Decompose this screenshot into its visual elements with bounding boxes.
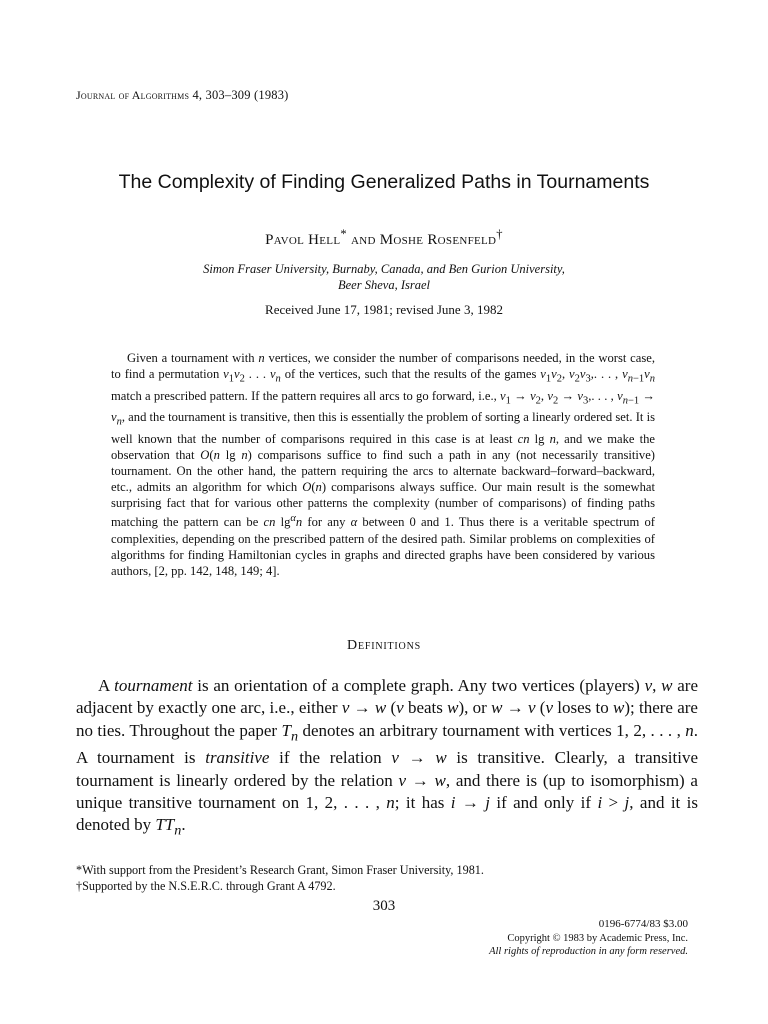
footnotes — [76, 862, 696, 894]
journal-header — [76, 88, 289, 103]
definitions-paragraph: A tournament is an orientation of a complete graph. Any two vertices (players) v, w are adjacent by exactly one arc, i.e., either v → w (v beats w), or w → v (v loses to w); there are no ties. Throughout the paper $T_n$ denotes an arbitrary tournament with vertices 1, 2, . . . , n. A tournament is transitive if the relation v → w is transitive. Clearly, a transitive tournament is linearly ordered by the relation v → w, and there is (up to isomorphism) a unique transitive tournament on 1, 2, . . . , n; it has i → j if and only if i > j, and it is denoted by $TT_n$. — [76, 676, 699, 839]
affiliation — [120, 261, 648, 293]
affiliation-line-2: Beer Sheva, Israel — [338, 278, 430, 292]
publisher-code: 0196-6774/83 $3.00 — [598, 918, 688, 930]
received-dates: Received June 17, 1981; revised June 3, 1982 — [265, 302, 503, 317]
author-rosenfeld-footnote-mark: † — [496, 227, 503, 241]
page-number: 303 — [372, 898, 396, 914]
paper-title: The Complexity of Finding Generalized Paths in Tournaments — [118, 171, 650, 193]
footnote-2: †Supported by the N.S.E.R.C. through Grant A 4792. — [76, 879, 336, 893]
journal-citation: 4, 303–309 (1983) — [192, 88, 289, 102]
copyright-block — [489, 918, 688, 959]
affiliation-line-1: Simon Fraser University, Burnaby, Canada, and Ben Gurion University, — [203, 262, 565, 276]
journal-name: Journal of Algorithms — [76, 88, 190, 102]
copyright-line: Copyright © 1983 by Academic Press, Inc. — [507, 932, 688, 944]
section-heading-definitions: Definitions — [347, 638, 421, 653]
author-connector: and — [346, 232, 380, 248]
rights-line: All rights of reproduction in any form reserved. — [489, 946, 688, 957]
author-line — [100, 227, 668, 249]
abstract: Given a tournament with n vertices, we consider the number of comparisons needed, in the worst case, to find a permutation $v_1v_2$ . . . $v_n$ of the vertices, such that the results of the games $v_1v_2$, $v_2v_3$,. . . , $v_{n-1}v_n$ match a prescribed pattern. If the pattern requires all arcs to go forward, i.e., $v_1 \to v_2$, $v_2 \to v_3$,. . . , $v_{n-1} \to v_n$, and the tournament is transitive, then this is essentially the problem of sorting a linearly ordered set. It is well known that the number of comparisons required in this case is at least cn lg n, and we make the observation that O(n lg n) comparisons suffice to find such a path in any (not necessarily transitive) tournament. On the other hand, the pattern requiring the arcs to alternate backward–forward–backward, etc., admits an algorithm for which O(n) comparisons always suffice. Our main result is the somewhat surprising fact that for various other patterns the complexity (number of comparisons) of finding paths matching the pattern can be cn $\lg^\alpha n$ for any α between 0 and 1. Thus there is a veritable spectrum of complexities, depending on the prescribed pattern of the desired path. Similar problems on complexities of algorithms for finding Hamiltonian cycles in graphs and directed graphs have been considered by various authors, [2, pp. 142, 148, 149; 4]. — [111, 351, 656, 578]
author-rosenfeld: Moshe Rosenfeld — [379, 232, 497, 248]
author-hell-footnote-mark: * — [340, 227, 347, 241]
author-hell: Pavol Hell — [265, 232, 341, 248]
footnote-1: *With support from the President’s Research Grant, Simon Fraser University, 1981. — [76, 863, 484, 877]
